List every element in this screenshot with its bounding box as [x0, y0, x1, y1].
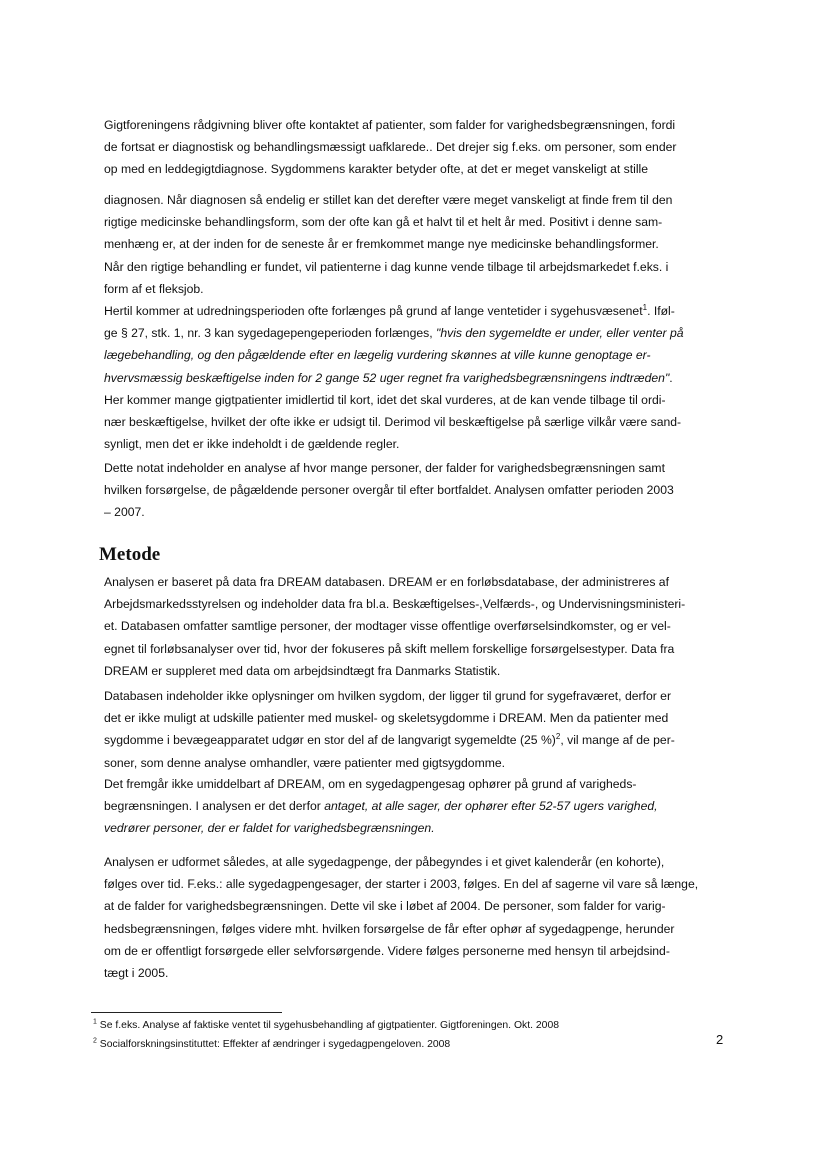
text-line: rigtige medicinske behandlingsform, som der ofte kan gå et halvt til et helt år med. Positivt i denne sam- — [104, 215, 663, 230]
footnote-ref-2[interactable]: 2 — [555, 732, 561, 742]
text-line: hedsbegrænsningen, følges videre mht. hvilken forsørgelse de får efter ophør af sygedagpenge, herunder — [104, 921, 675, 936]
text-line: nær beskæftigelse, hvilket der ofte ikke er udsigt til. Derimod vil beskæftigelse på særlige vilkår være sand- — [104, 415, 682, 430]
text-line — [104, 795, 730, 817]
footnote-mark: 2 — [93, 1037, 97, 1045]
text-line: synligt, men det er ikke indeholdt i de gældende regler. — [104, 437, 400, 452]
text-line: Gigtforeningens rådgivning bliver ofte kontaktet af patienter, som falder for varighedsbegrænsningen, fordi — [104, 118, 676, 132]
text-run: , vil mange af de per- — [560, 733, 675, 748]
footnote-ref-1[interactable]: 1 — [642, 302, 648, 312]
text-line — [104, 322, 730, 344]
paragraph-notat-scope — [104, 457, 730, 524]
text-run: . — [669, 370, 673, 385]
text-line: DREAM er suppleret med data om arbejdsindtægt fra Danmarks Statistik. — [104, 663, 501, 678]
text-line: Når den rigtige behandling er fundet, vil patienterne i dag kunne vende tilbage til arbejdsmarkedet f.eks. i — [104, 259, 669, 274]
page-number: 2 — [716, 1032, 724, 1047]
text-line — [104, 729, 730, 751]
paragraph-legal-quote — [104, 300, 730, 455]
paragraph-metode-dream — [104, 571, 730, 682]
paragraph-metode-database — [104, 685, 730, 774]
section-heading-metode: Metode — [99, 544, 161, 565]
text-line: Analysen er baseret på data fra DREAM databasen. DREAM er en forløbsdatabase, der administreres af — [104, 575, 669, 589]
text-line: hvilken forsørgelse, de pågældende personer overgår til efter bortfaldet. Analysen omfatter perioden 2003 — [104, 483, 674, 498]
quote-text: hvervsmæssig beskæftigelse inden for 2 gange 52 uger regnet fra varighedsbegrænsningens indtræden" — [104, 370, 670, 385]
text-line: form af et fleksjob. — [104, 281, 204, 296]
text-line: følges over tid. F.eks.: alle sygedagpengesager, der starter i 2003, følges. En del af sagerne vil vare så længe, — [104, 877, 699, 892]
text-line: om de er offentligt forsørgede eller selvforsørgende. Videre følges personerne med hensyn til arbejdsind- — [104, 943, 670, 958]
text-run: . Iføl- — [647, 304, 675, 318]
text-line: – 2007. — [104, 505, 145, 520]
footnote-text: Se f.eks. Analyse af faktiske ventet til sygehusbehandling af gigtpatienter. Gigtforeningen. Okt. 2008 — [96, 1020, 559, 1031]
text-line: egnet til forløbsanalyser over tid, hvor der fokuseres på skift mellem forskellige forsørgelsestyper. Data fra — [104, 641, 675, 656]
text-line: det er ikke muligt at udskille patienter med muskel- og skeletsygdomme i DREAM. Men da patienter med — [104, 711, 669, 726]
text-line — [104, 344, 730, 366]
paragraph-metode-assumption — [104, 773, 730, 840]
text-line: op med en leddegigtdiagnose. Sygdommens karakter betyder ofte, at det er meget vanskeligt at stille — [104, 162, 649, 177]
text-run: Hertil kommer at udredningsperioden ofte forlænges på grund af lange ventetider i sygehusvæsenet — [104, 304, 643, 318]
paragraph-intro-start — [104, 114, 730, 181]
text-line: menhæng er, at der inden for de seneste år er fremkommet mange nye medicinske behandlingsformer. — [104, 237, 659, 252]
text-line: Det fremgår ikke umiddelbart af DREAM, om en sygedagpengesag ophører på grund af varigheds- — [104, 777, 637, 791]
quote-text: "hvis den sygemeldte er under, eller venter på — [436, 326, 684, 341]
paragraph-metode-cohort — [104, 851, 730, 984]
footnote-mark: 1 — [93, 1018, 97, 1026]
text-line: et. Databasen omfatter samtlige personer, der modtager visse offentlige overførselsindkomster, og er vel- — [104, 619, 671, 634]
text-line: diagnosen. Når diagnosen så endelig er stillet kan det derefter være meget vanskeligt at finde frem til den — [104, 193, 673, 207]
text-line: at de falder for varighedsbegrænsningen. Dette vil ske i løbet af 2004. De personer, som falder for varig- — [104, 899, 666, 914]
text-line: Dette notat indeholder en analyse af hvor mange personer, der falder for varighedsbegrænsningen samt — [104, 461, 665, 475]
footnote-2 — [93, 1038, 450, 1051]
text-line: Arbejdsmarkedsstyrelsen og indeholder data fra bl.a. Beskæftigelses-,Velfærds-, og Undervisningsministeri- — [104, 597, 686, 612]
text-line: de fortsat er diagnostisk og behandlingsmæssigt uafklarede.. Det drejer sig f.eks. om personer, som ender — [104, 140, 677, 155]
text-line: Analysen er udformet således, at alle sygedagpenge, der påbegyndes i et givet kalenderår (en kohorte), — [104, 855, 665, 869]
text-line: soner, som denne analyse omhandler, være patienter med gigtsygdomme. — [104, 755, 506, 770]
text-run: ge § 27, stk. 1, nr. 3 kan sygedagepengeperioden forlænges, — [104, 326, 437, 341]
text-line: Her kommer mange gigtpatienter imidlertid til kort, idet det skal vurderes, at de kan vende tilbage til ordi- — [104, 392, 666, 407]
emphasis-text: antaget, at alle sager, der ophører efter 52-57 ugers varighed, — [324, 799, 658, 814]
quote-text: lægebehandling, og den pågældende efter en lægelig vurdering skønnes at ville kunne genoptage er- — [104, 348, 651, 363]
paragraph-intro-continued — [104, 189, 730, 300]
footnote-text: Socialforskningsinstituttet: Effekter af ændringer i sygedagpengeloven. 2008 — [96, 1039, 451, 1050]
footnote-1 — [93, 1019, 559, 1032]
text-line — [104, 367, 730, 389]
text-run: sygdomme i bevægeapparatet udgør en stor del af de langvarigt sygemeldte (25 %) — [104, 733, 556, 748]
emphasis-text: vedrører personer, der er faldet for varighedsbegrænsningen. — [104, 821, 435, 836]
text-line — [104, 817, 730, 839]
footnote-separator — [91, 1012, 282, 1013]
text-line — [104, 300, 730, 322]
text-line: Databasen indeholder ikke oplysninger om hvilken sygdom, der ligger til grund for sygefraværet, derfor er — [104, 689, 672, 703]
text-line: tægt i 2005. — [104, 966, 169, 981]
text-run: begrænsningen. I analysen er det derfor — [104, 799, 325, 814]
